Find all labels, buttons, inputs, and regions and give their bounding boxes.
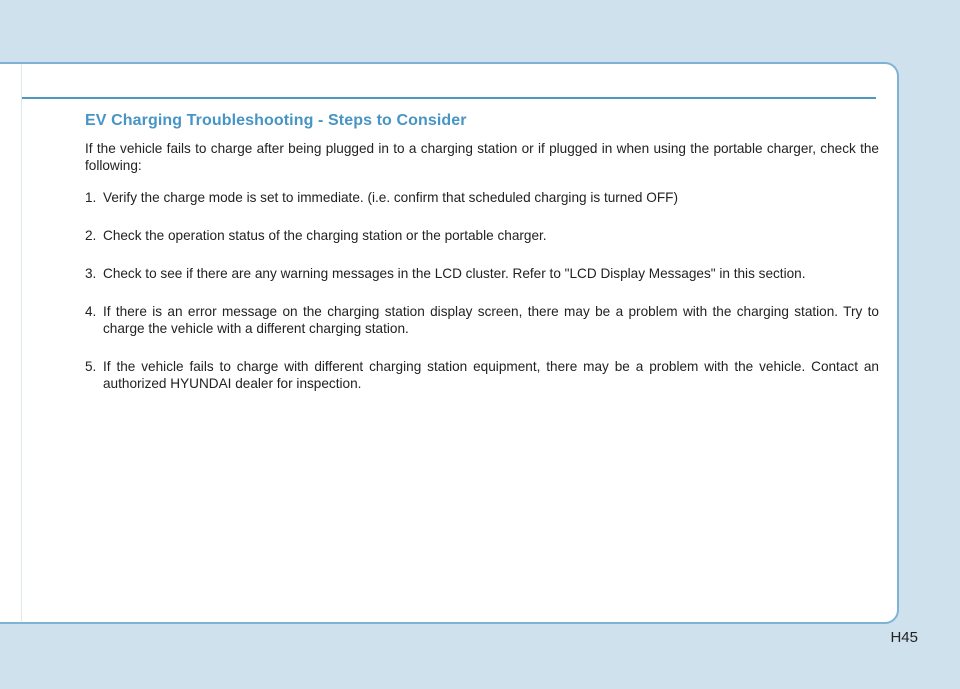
section-heading: EV Charging Troubleshooting - Steps to Consider [85, 112, 467, 129]
page-number: H45 [890, 629, 918, 646]
section-content [85, 112, 879, 413]
step-item [85, 189, 879, 206]
step-text: If there is an error message on the charging station display screen, there may be a problem with the charging station. Try to charge the vehicle with a different charging station. [103, 304, 879, 336]
step-text: Verify the charge mode is set to immediate. (i.e. confirm that scheduled charging is turned OFF) [103, 190, 678, 205]
section-divider [22, 97, 876, 99]
step-item [85, 265, 879, 282]
step-number: 1. [85, 190, 97, 205]
step-number: 4. [85, 304, 97, 319]
step-text: If the vehicle fails to charge with different charging station equipment, there may be a problem with the vehicle. Contact an authorized HYUNDAI dealer for inspection. [103, 359, 879, 391]
step-item [85, 227, 879, 244]
step-item [85, 358, 879, 392]
step-number: 3. [85, 266, 97, 281]
step-number: 5. [85, 359, 97, 374]
step-text: Check to see if there are any warning messages in the LCD cluster. Refer to "LCD Display Messages" in this section. [103, 266, 806, 281]
intro-paragraph: If the vehicle fails to charge after being plugged in to a charging station or if plugged in when using the portable charger, check the following: [85, 141, 879, 173]
step-text: Check the operation status of the charging station or the portable charger. [103, 228, 547, 243]
step-number: 2. [85, 228, 97, 243]
content-panel [0, 62, 899, 624]
left-margin-rule [21, 64, 22, 622]
step-item [85, 303, 879, 337]
